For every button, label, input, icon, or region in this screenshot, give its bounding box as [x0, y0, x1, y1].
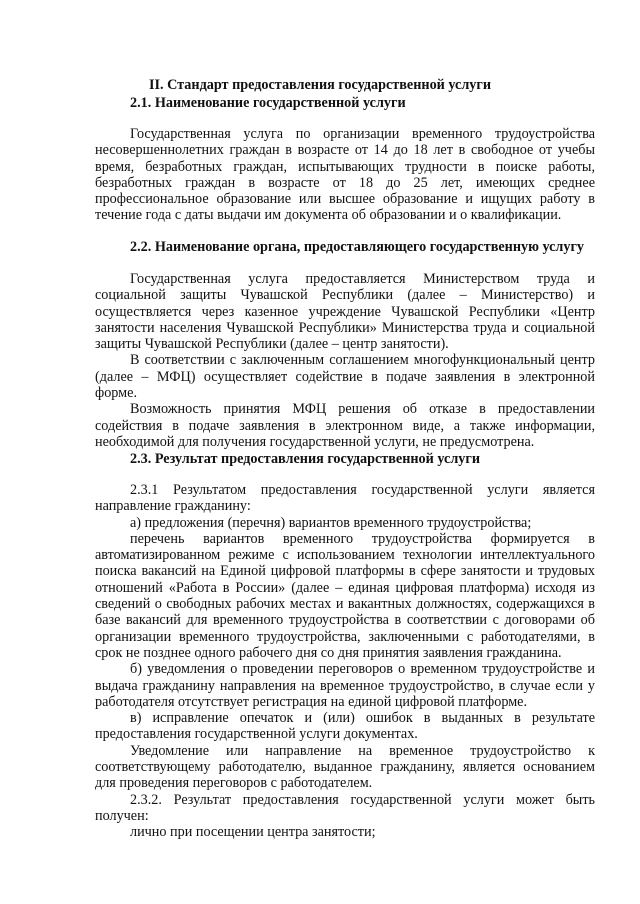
- section-title: II. Стандарт предоставления государственной услуги: [148, 77, 492, 93]
- section-2-3-body: [95, 482, 595, 841]
- paragraph-2-1: Государственная услуга по организации временного трудоустройства несовершеннолетних граждан в возрасте от 14 до 18 лет в свободное от учебы время, безработных граждан, испытывающих трудности в поиске работы, безработных граждан в возрасте от 18 до 25 лет, имеющих среднее профессиональное образование или высшее образование и ищущих работу в течение года с даты выдачи им документа об образовании и о квалификации.: [95, 126, 595, 224]
- paragraph-2-2-c: Возможность принятия МФЦ решения об отказе в предоставлении содействия в подаче заявления в электронном виде, а также информации, необходимой для получения государственной услуги, не предусмотрена.: [95, 401, 595, 450]
- paragraph-2-2-b: В соответствии с заключенным соглашением многофункциональный центр (далее – МФЦ) осуществляет содействие в подаче заявления в электронной форме.: [95, 352, 595, 402]
- paragraph-vacancy-list: перечень вариантов временного трудоустройства формируется в автоматизированном режиме с использованием технологии интеллектуального поиска вакансий на Единой цифровой платформы в сфере занятости и трудовых отношений «Работа в России» (далее – единая цифровая платформа) исходя из сведений о свободных рабочих местах и вакантных должностях, содержащихся в базе вакансий для временного трудоустройства в соответствии с договорами об организации временного трудоустройства, заключенными с работодателями, в срок не позднее одного рабочего дня со дня принятия заявления гражданина.: [95, 530, 595, 661]
- paragraph-2-2-a: Государственная услуга предоставляется Министерством труда и социальной защиты Чувашской Республики (далее – Министерство) и осуществляется через казенное учреждение Чувашской Республики «Центр занятости населения Чувашской Республики» Министерства труда и социальной защиты Чувашской Республики (далее – центр занятости).: [95, 271, 595, 353]
- paragraph-in-person: лично при посещении центра занятости;: [130, 824, 376, 841]
- paragraph-item-a: а) предложения (перечня) вариантов временного трудоустройства;: [130, 514, 532, 531]
- heading-2-1: 2.1. Наименование государственной услуги: [130, 95, 406, 111]
- section-2-1-body: [95, 126, 595, 224]
- section-2-2-body: [95, 271, 595, 450]
- paragraph-2-3-1: 2.3.1 Результатом предоставления государственной услуги является направление гражданину:: [95, 482, 595, 515]
- heading-2-3: 2.3. Результат предоставления государственной услуги: [130, 451, 481, 467]
- paragraph-notice: Уведомление или направление на временное трудоустройство к соответствующему работодателю, выданное гражданину, является основанием для проведения переговоров с работодателем.: [95, 742, 595, 792]
- paragraph-item-v: в) исправление опечаток и (или) ошибок в выданных в результате предоставления государственной услуги документах.: [95, 710, 595, 743]
- heading-2-2: 2.2. Наименование органа, предоставляющего государственную услугу: [130, 239, 585, 255]
- paragraph-2-3-2: 2.3.2. Результат предоставления государственной услуги может быть получен:: [95, 791, 595, 824]
- paragraph-item-b: б) уведомления о проведении переговоров о временном трудоустройстве и выдача гражданину направления на временное трудоустройство, в случае если у работодателя отсутствует регистрация на единой цифровой платформе.: [95, 661, 595, 710]
